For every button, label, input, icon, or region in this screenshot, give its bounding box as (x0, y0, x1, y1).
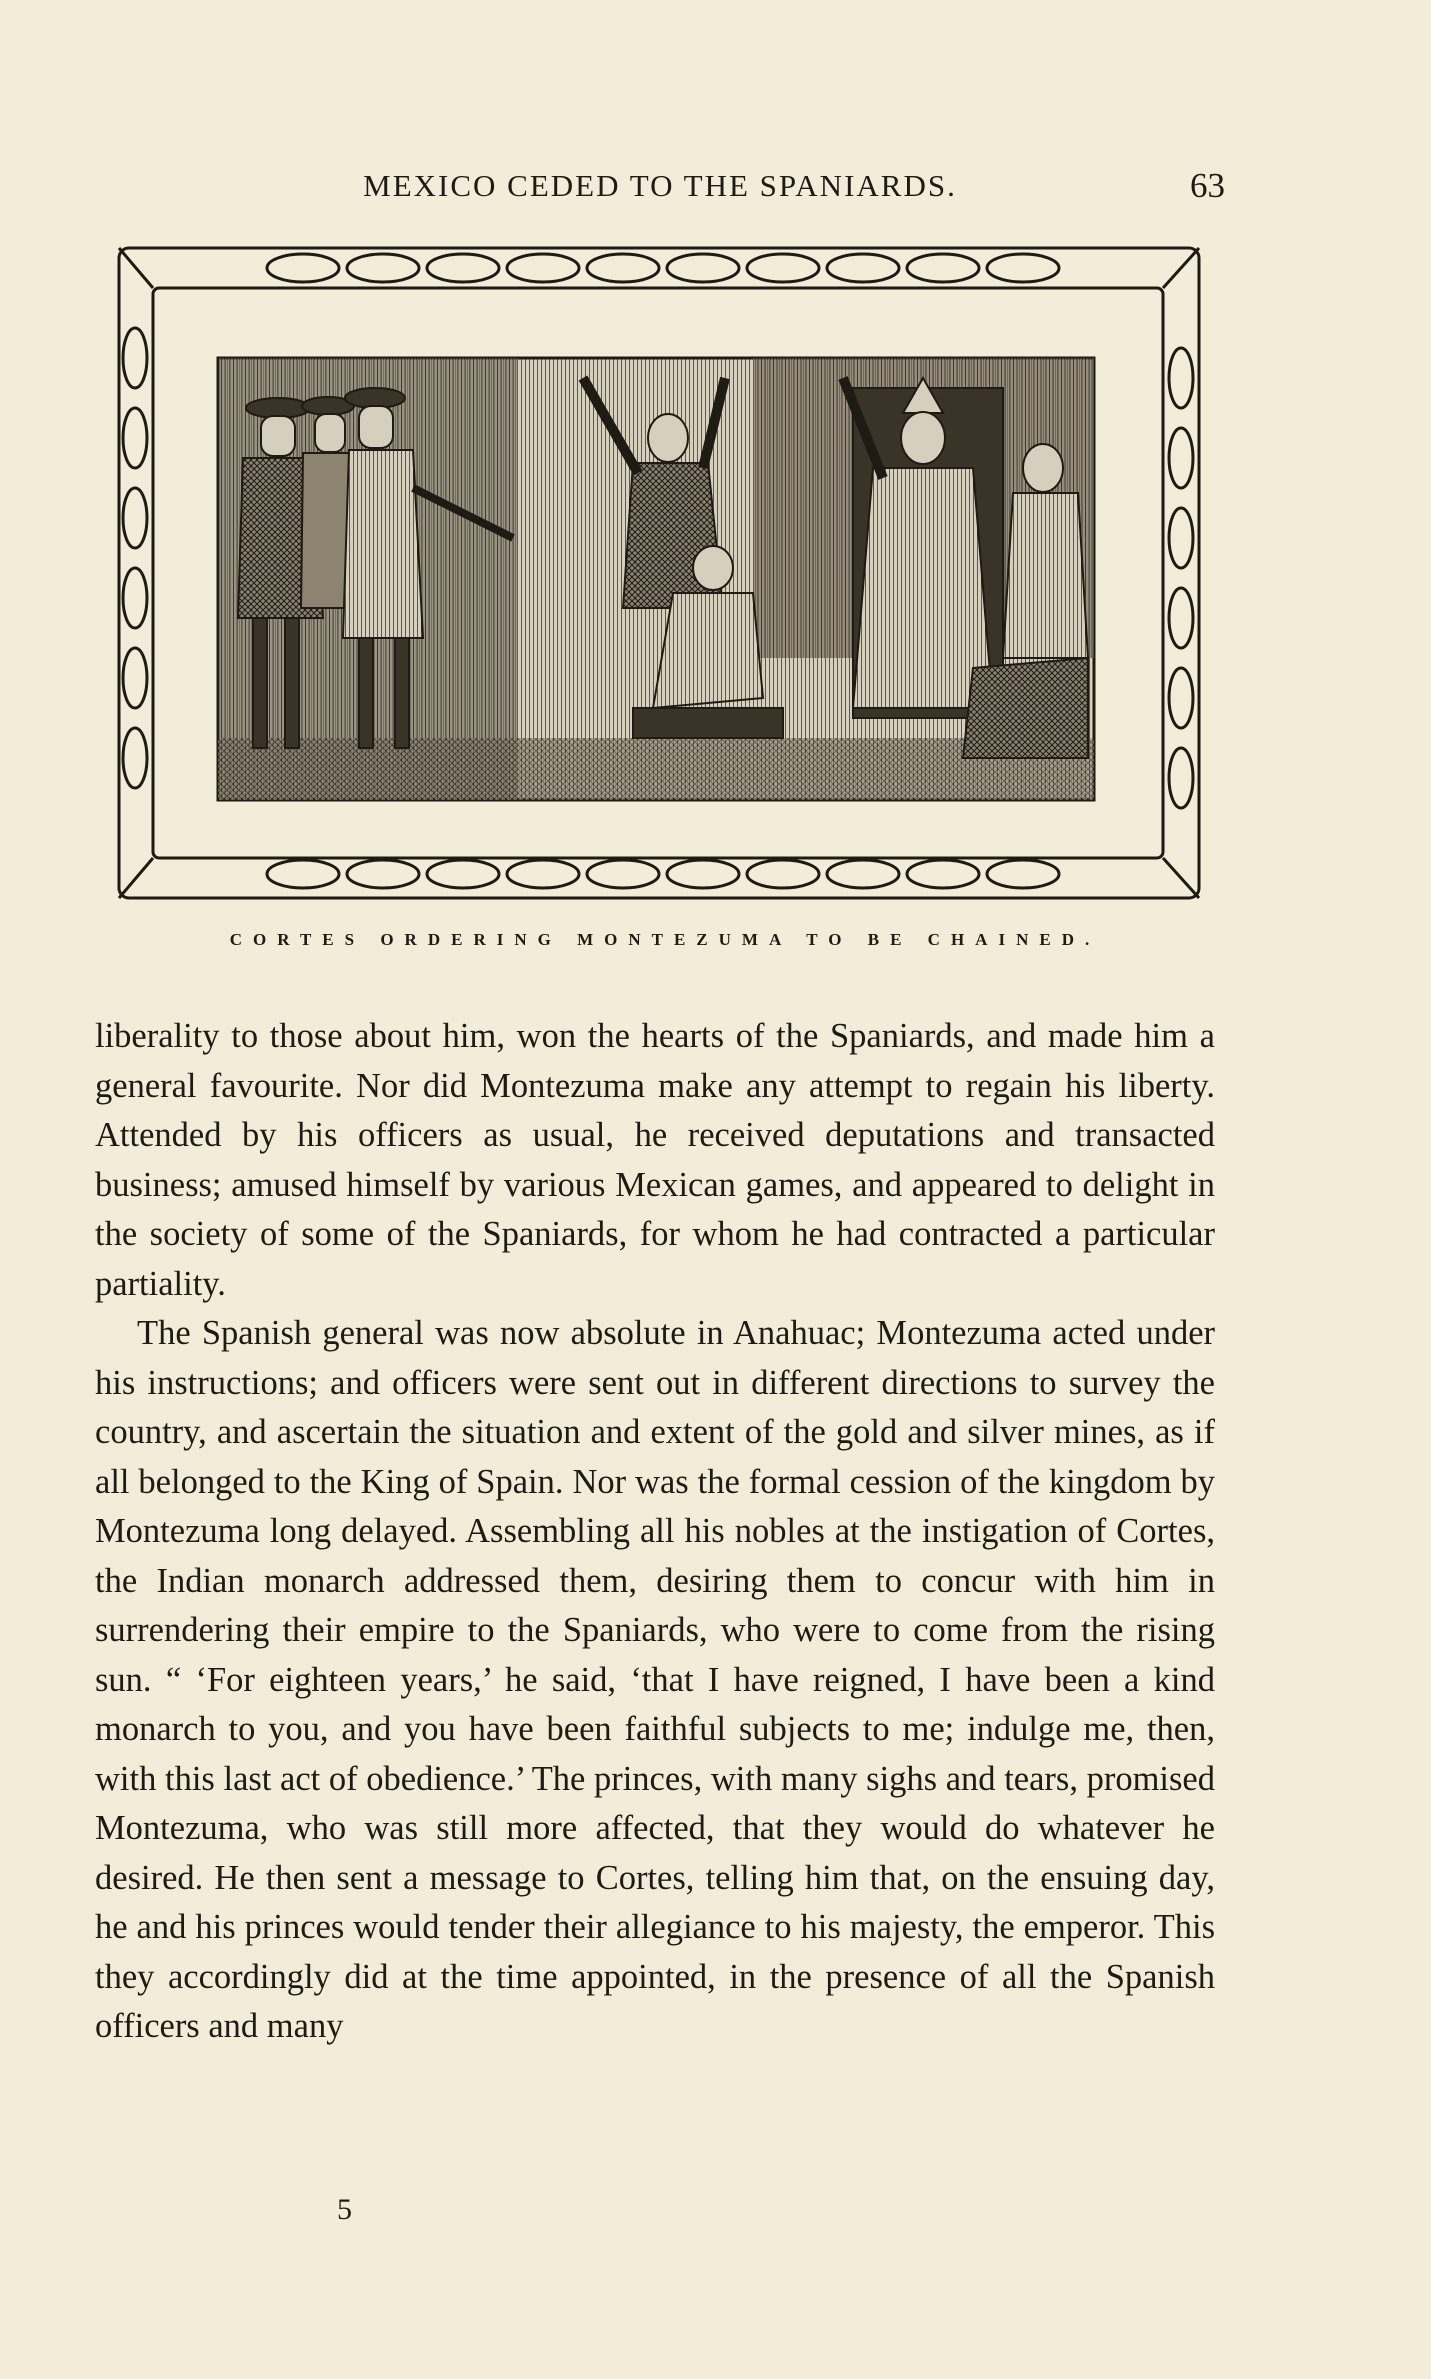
engraving-scene (218, 358, 1094, 800)
paragraph: liberality to those about him, won the hearts of the Spaniards, and made him a general favourite. Nor did Montezuma make any attempt to regain his liberty. Attended by his officers as usual, he received deputations and transacted business; amused himself by various Mexican games, and appeared to delight in the society of some of the Spaniards, for whom he had contracted a particular partiality. (95, 1017, 1215, 1303)
illustration-caption: CORTES ORDERING MONTEZUMA TO BE CHAINED. (229, 930, 1101, 949)
body-text (95, 1012, 1215, 2052)
frame-chain-bottom (267, 860, 1059, 888)
running-title: MEXICO CEDED TO THE SPANIARDS. (363, 168, 957, 203)
page-number: 63 (1190, 166, 1225, 205)
signature-mark: 5 (337, 2193, 352, 2226)
running-head (95, 163, 1225, 209)
paragraph: The Spanish general was now absolute in Anahuac; Montezuma acted under his instructions; and officers were sent out in different directions to survey the country, and ascertain the situation and extent of the gold and silver mines, as if all belonged to the King of Spain. Nor was the formal cession of the kingdom by Montezuma long delayed. Assembling all his nobles at the instigation of Cortes, the Indian monarch addressed them, desiring them to concur with him in surrendering their empire to the Spaniards, who were to come from the rising sun. “ ‘For eighteen years,’ he said, ‘that I have reigned, I have been a kind monarch to you, and you have been faithful subjects to me; indulge me, then, with this last act of obedience.’ The princes, with many sighs and tears, promised Montezuma, who was still more affected, that they would do whatever he desired. He then sent a message to Cortes, telling him that, on the ensuing day, he and his princes would tender their allegiance to his majesty, the emperor. This they accordingly did at the time appointed, in the presence of all the Spanish officers and many (95, 1314, 1215, 2045)
frame-chain-left (123, 328, 147, 788)
frame-chain-top (267, 254, 1059, 282)
engraving-illustration (113, 238, 1205, 908)
frame-chain-right (1169, 348, 1193, 808)
